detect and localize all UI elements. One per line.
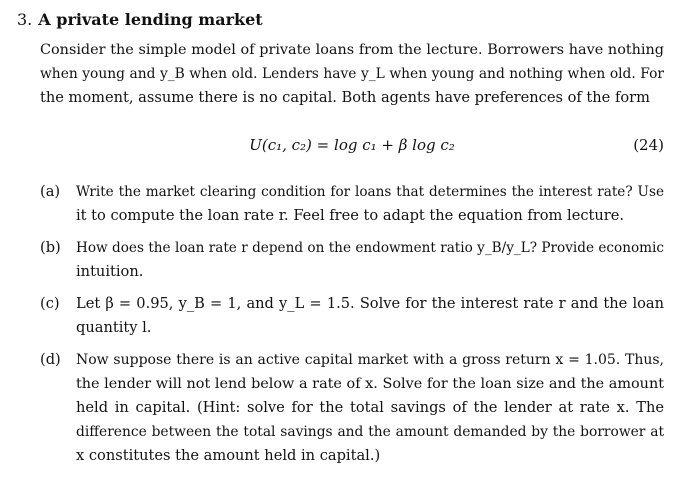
part-line: held in capital. (Hint: solve for the total savings of the lender at rate x. The xyxy=(76,399,664,416)
part-line: Write the market clearing condition for loans that determines the interest rate? Use xyxy=(76,184,664,200)
intro-line: when young and y_B when old. Lenders have y_L when young and nothing when old. For xyxy=(40,66,664,82)
part-label: (a) xyxy=(40,183,61,200)
problem-intro xyxy=(40,38,664,110)
equation-number: (24) xyxy=(633,136,664,154)
part-label: (c) xyxy=(40,295,60,312)
utility-equation: U(c₁, c₂) = log c₁ + β log c₂ xyxy=(249,136,455,154)
part-body xyxy=(76,348,664,468)
intro-line: the moment, assume there is no capital. Both agents have preferences of the form xyxy=(40,89,650,106)
part-line: Let β = 0.95, y_B = 1, and y_L = 1.5. Solve for the interest rate r and the loan xyxy=(76,295,664,312)
intro-line: Consider the simple model of private loans from the lecture. Borrowers have nothing xyxy=(40,42,664,58)
problem-number: 3. xyxy=(17,10,33,29)
part-body xyxy=(76,180,664,228)
display-equation xyxy=(40,132,664,158)
problem-heading xyxy=(17,10,263,29)
part-line: intuition. xyxy=(76,263,144,280)
part-line: How does the loan rate r depend on the endowment ratio y_B/y_L? Provide economic xyxy=(76,240,664,256)
part-line: it to compute the loan rate r. Feel free to adapt the equation from lecture. xyxy=(76,207,625,224)
part-line: Now suppose there is an active capital market with a gross return x = 1.05. Thus, xyxy=(76,352,664,368)
part-body xyxy=(76,236,664,284)
part-line: the lender will not lend below a rate of x. Solve for the loan size and the amount xyxy=(76,376,664,392)
part-line: quantity l. xyxy=(76,319,152,336)
part-label: (d) xyxy=(40,351,61,368)
part-body xyxy=(76,292,664,340)
part-line: difference between the total savings and the amount demanded by the borrower at xyxy=(76,424,664,440)
problem-title: A private lending market xyxy=(38,10,263,29)
part-label: (b) xyxy=(40,239,61,256)
part-line: x constitutes the amount held in capital.) xyxy=(76,447,381,464)
